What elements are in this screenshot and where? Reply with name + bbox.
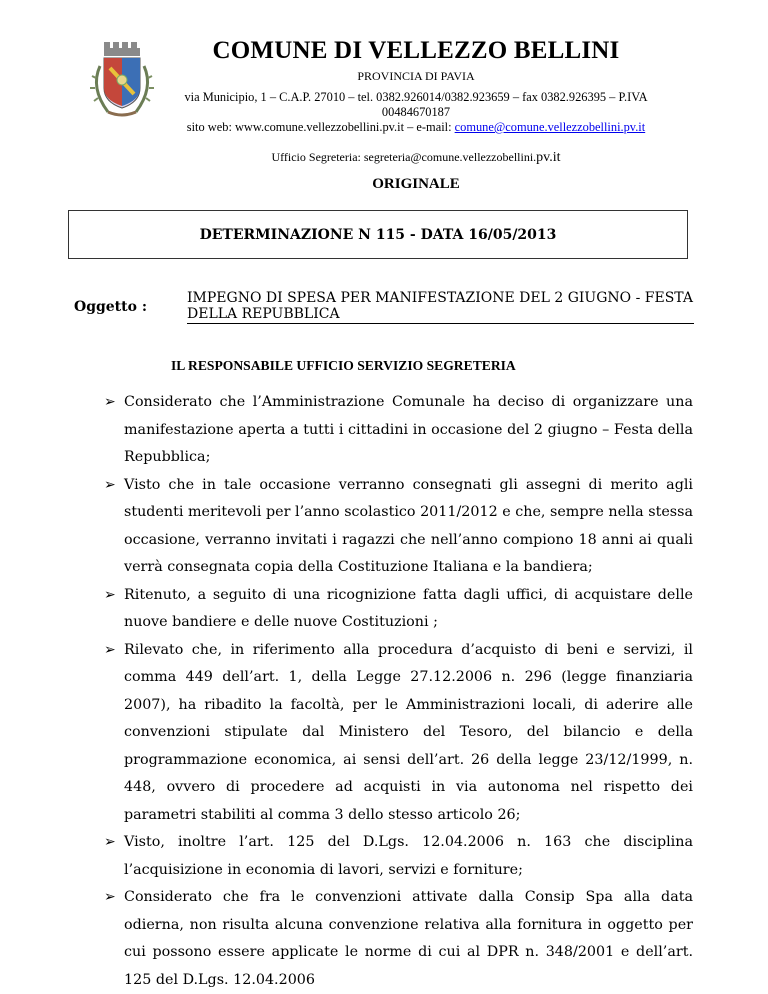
- email-link[interactable]: comune@comune.vellezzobellini.pv.it: [454, 120, 646, 134]
- list-item: [105, 884, 693, 994]
- list-item: [105, 472, 693, 582]
- list-item-text: Visto, inoltre l’art. 125 del D.Lgs. 12.04.2006 n. 163 che disciplina l’acquisizione in economia di lavori, servizi e forniture;: [124, 834, 693, 878]
- municipality-title: COMUNE DI VELLEZZO BELLINI: [212, 37, 620, 64]
- arrow-bullet-icon: ➢: [104, 641, 116, 658]
- address-line-2: 00484670187: [381, 105, 451, 119]
- determination-number: DETERMINAZIONE N 115 - DATA 16/05/2013: [199, 226, 557, 243]
- arrow-bullet-icon: ➢: [104, 834, 116, 850]
- list-item: [105, 389, 693, 472]
- subject-text: IMPEGNO DI SPESA PER MANIFESTAZIONE DEL 2 GIUGNO - FESTA DELLA REPUBBLICA: [187, 290, 693, 322]
- recitals-list: [105, 389, 693, 994]
- contact-line: [150, 120, 682, 135]
- letterhead: [150, 36, 682, 166]
- arrow-bullet-icon: ➢: [104, 394, 116, 410]
- list-item: [105, 582, 693, 637]
- list-item-text: Visto che in tale occasione verranno consegnati gli assegni di merito agli studenti meritevoli per l’anno scolastico 2011/2012 e che, sempre nella stessa occasione, verranno invitati i ragazzi che nell’anno compiono 18 anni ai quali verrà consegnata copia della Costituzione Italiana e la bandiera;: [124, 476, 693, 575]
- website-text: sito web: www.comune.vellezzobellini.pv.it – e-mail:: [186, 120, 455, 134]
- arrow-bullet-icon: ➢: [104, 889, 116, 905]
- province-label: PROVINCIA DI PAVIA: [357, 69, 475, 83]
- arrow-bullet-icon: ➢: [104, 586, 116, 603]
- list-item: [105, 829, 693, 884]
- determination-box: [68, 210, 688, 259]
- office-email-text: Ufficio Segreteria: segreteria@comune.vellezzobellini.: [271, 150, 537, 164]
- list-item-text: Rilevato che, in riferimento alla procedura d’acquisto di beni e servizi, il comma 449 dell’art. 1, della Legge 27.12.2006 n. 296 (legge finanziaria 2007), ha ribadito la facoltà, per le Amministrazioni locali, di aderire alle convenzioni stipulate dal Ministero del Tesoro, del bilancio e della programmazione economica, ai sensi dell’art. 26 della legge 23/12/1999, n. 448, ovvero di procedere ad acquisti in via autonoma nel rispetto dei parametri stabiliti al comma 3 dello stesso articolo 26;: [124, 641, 693, 823]
- responsible-heading: IL RESPONSABILE UFFICIO SERVIZIO SEGRETERIA: [171, 358, 516, 373]
- list-item-text: Considerato che fra le convenzioni attivate dalla Consip Spa alla data odierna, non risulta alcuna convenzione relativa alla fornitura in oggetto per cui possono essere applicate le norme di cui al DPR n. 348/2001 e dell’art. 125 del D.Lgs. 12.04.2006: [124, 889, 693, 988]
- office-contact: [150, 150, 682, 166]
- document-status: ORIGINALE: [372, 176, 460, 192]
- list-item-text: Ritenuto, a seguito di una ricognizione fatta dagli uffici, di acquistare delle nuove bandiere e delle nuove Costituzioni ;: [124, 586, 693, 630]
- subject-label: Oggetto :: [74, 299, 147, 315]
- address-line: [150, 90, 682, 120]
- list-item-text: Considerato che l’Amministrazione Comunale ha deciso di organizzare una manifestazione aperta a tutti i cittadini in occasione del 2 giugno – Festa della Repubblica;: [124, 394, 693, 465]
- list-item: [105, 637, 693, 830]
- address-line-1: via Municipio, 1 – C.A.P. 27010 – tel. 0382.926014/0382.923659 – fax 0382.926395 – P.IVA: [184, 90, 648, 104]
- office-email-suffix: pv.it: [536, 150, 561, 165]
- arrow-bullet-icon: ➢: [104, 476, 116, 493]
